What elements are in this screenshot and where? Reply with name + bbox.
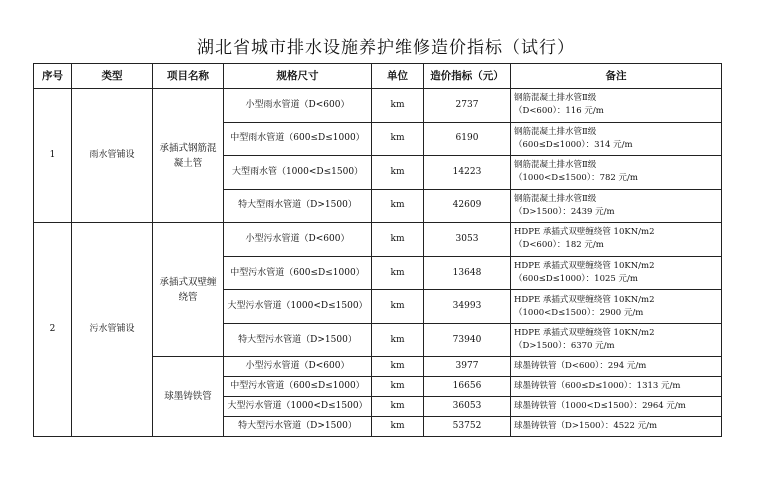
price-cell: 6190 bbox=[424, 122, 511, 156]
note-cell bbox=[511, 357, 722, 377]
note-line: HDPE 承插式双壁缠绕管 10KN/m2 bbox=[514, 227, 655, 238]
spec-cell: 中型污水管道（600≤D≤1000） bbox=[224, 377, 372, 397]
price-cell: 34993 bbox=[424, 290, 511, 324]
note-line: （D<600）：182 元/m bbox=[514, 240, 604, 251]
note-line: （D>1500）：2439 元/m bbox=[514, 206, 615, 217]
row-number-cell: 1 bbox=[34, 89, 72, 223]
price-cell: 14223 bbox=[424, 156, 511, 190]
note-line: 球墨铸铁管（1000<D≤1500）：2964 元/m bbox=[514, 401, 686, 412]
unit-cell: km bbox=[372, 290, 424, 324]
spec-cell: 特大型雨水管道（D>1500） bbox=[224, 189, 372, 223]
spec-cell: 特大型污水管道（D>1500） bbox=[224, 323, 372, 357]
price-cell: 42609 bbox=[424, 189, 511, 223]
price-cell: 13648 bbox=[424, 256, 511, 290]
note-line: 钢筋混凝土排水管Ⅱ级 bbox=[514, 93, 597, 104]
note-line: （D<600）：116 元/m bbox=[514, 106, 604, 117]
note-cell bbox=[511, 377, 722, 397]
item-name-cell: 承插式钢筋混凝土管 bbox=[153, 89, 224, 223]
note-cell bbox=[511, 256, 722, 290]
type-cell: 污水管铺设 bbox=[72, 223, 153, 437]
note-line: （1000<D≤1500）：2900 元/m bbox=[514, 307, 644, 318]
item-name-cell: 球墨铸铁管 bbox=[153, 357, 224, 437]
price-cell: 3977 bbox=[424, 357, 511, 377]
note-line: （1000<D≤1500）：782 元/m bbox=[514, 173, 638, 184]
note-line: 钢筋混凝土排水管Ⅱ级 bbox=[514, 126, 597, 137]
header-row bbox=[34, 64, 722, 89]
header-cell: 单位 bbox=[372, 64, 424, 89]
note-line: 钢筋混凝土排水管Ⅱ级 bbox=[514, 160, 597, 171]
note-line: （D>1500）：6370 元/m bbox=[514, 341, 615, 352]
note-cell bbox=[511, 122, 722, 156]
note-line: （600≤D≤1000）：1025 元/m bbox=[514, 274, 638, 284]
note-line: HDPE 承插式双壁缠绕管 10KN/m2 bbox=[514, 294, 655, 305]
spec-cell: 大型污水管道（1000<D≤1500） bbox=[224, 397, 372, 417]
spec-cell: 大型雨水管（1000<D≤1500） bbox=[224, 156, 372, 190]
note-cell bbox=[511, 89, 722, 123]
note-cell bbox=[511, 323, 722, 357]
cost-index-table bbox=[33, 63, 722, 437]
note-line: （600≤D≤1000）：314 元/m bbox=[514, 139, 633, 150]
price-cell: 53752 bbox=[424, 417, 511, 437]
unit-cell: km bbox=[372, 189, 424, 223]
note-cell bbox=[511, 189, 722, 223]
price-cell: 3053 bbox=[424, 223, 511, 257]
note-line: HDPE 承插式双壁缠绕管 10KN/m2 bbox=[514, 261, 655, 271]
note-cell bbox=[511, 417, 722, 437]
spec-cell: 中型污水管道（600≤D≤1000） bbox=[224, 256, 372, 290]
note-cell bbox=[511, 223, 722, 257]
price-cell: 36053 bbox=[424, 397, 511, 417]
item-name-cell: 承插式双壁缠绕管 bbox=[153, 223, 224, 357]
header-cell: 备注 bbox=[511, 64, 722, 89]
unit-cell: km bbox=[372, 417, 424, 437]
unit-cell: km bbox=[372, 377, 424, 397]
price-cell: 16656 bbox=[424, 377, 511, 397]
spec-cell: 特大型污水管道（D>1500） bbox=[224, 417, 372, 437]
unit-cell: km bbox=[372, 89, 424, 123]
note-line: 球墨铸铁管（D>1500）：4522 元/m bbox=[514, 421, 658, 431]
spec-cell: 小型污水管道（D<600） bbox=[224, 357, 372, 377]
unit-cell: km bbox=[372, 397, 424, 417]
header-cell: 类型 bbox=[72, 64, 153, 89]
unit-cell: km bbox=[372, 223, 424, 257]
row-number-cell: 2 bbox=[34, 223, 72, 437]
note-cell bbox=[511, 290, 722, 324]
note-line: 球墨铸铁管（600≤D≤1000）：1313 元/m bbox=[514, 381, 681, 392]
unit-cell: km bbox=[372, 323, 424, 357]
note-cell bbox=[511, 397, 722, 417]
header-cell: 项目名称 bbox=[153, 64, 224, 89]
unit-cell: km bbox=[372, 357, 424, 377]
unit-cell: km bbox=[372, 122, 424, 156]
spec-cell: 中型雨水管道（600≤D≤1000） bbox=[224, 122, 372, 156]
price-cell: 73940 bbox=[424, 323, 511, 357]
header-cell: 序号 bbox=[34, 64, 72, 89]
spec-cell: 大型污水管道（1000<D≤1500） bbox=[224, 290, 372, 324]
page-title: 湖北省城市排水设施养护维修造价指标（试行） bbox=[197, 38, 575, 58]
note-line: HDPE 承插式双壁缠绕管 10KN/m2 bbox=[514, 328, 655, 339]
table-row bbox=[34, 89, 722, 123]
price-cell: 2737 bbox=[424, 89, 511, 123]
spec-cell: 小型雨水管道（D<600） bbox=[224, 89, 372, 123]
spec-cell: 小型污水管道（D<600） bbox=[224, 223, 372, 257]
table-row bbox=[34, 223, 722, 257]
note-line: 球墨铸铁管（D<600）：294 元/m bbox=[514, 361, 647, 372]
header-cell: 造价指标（元） bbox=[424, 64, 511, 89]
unit-cell: km bbox=[372, 156, 424, 190]
header-cell: 规格尺寸 bbox=[224, 64, 372, 89]
unit-cell: km bbox=[372, 256, 424, 290]
note-cell bbox=[511, 156, 722, 190]
type-cell: 雨水管铺设 bbox=[72, 89, 153, 223]
note-line: 钢筋混凝土排水管Ⅱ级 bbox=[514, 193, 597, 204]
table-body bbox=[34, 89, 722, 437]
